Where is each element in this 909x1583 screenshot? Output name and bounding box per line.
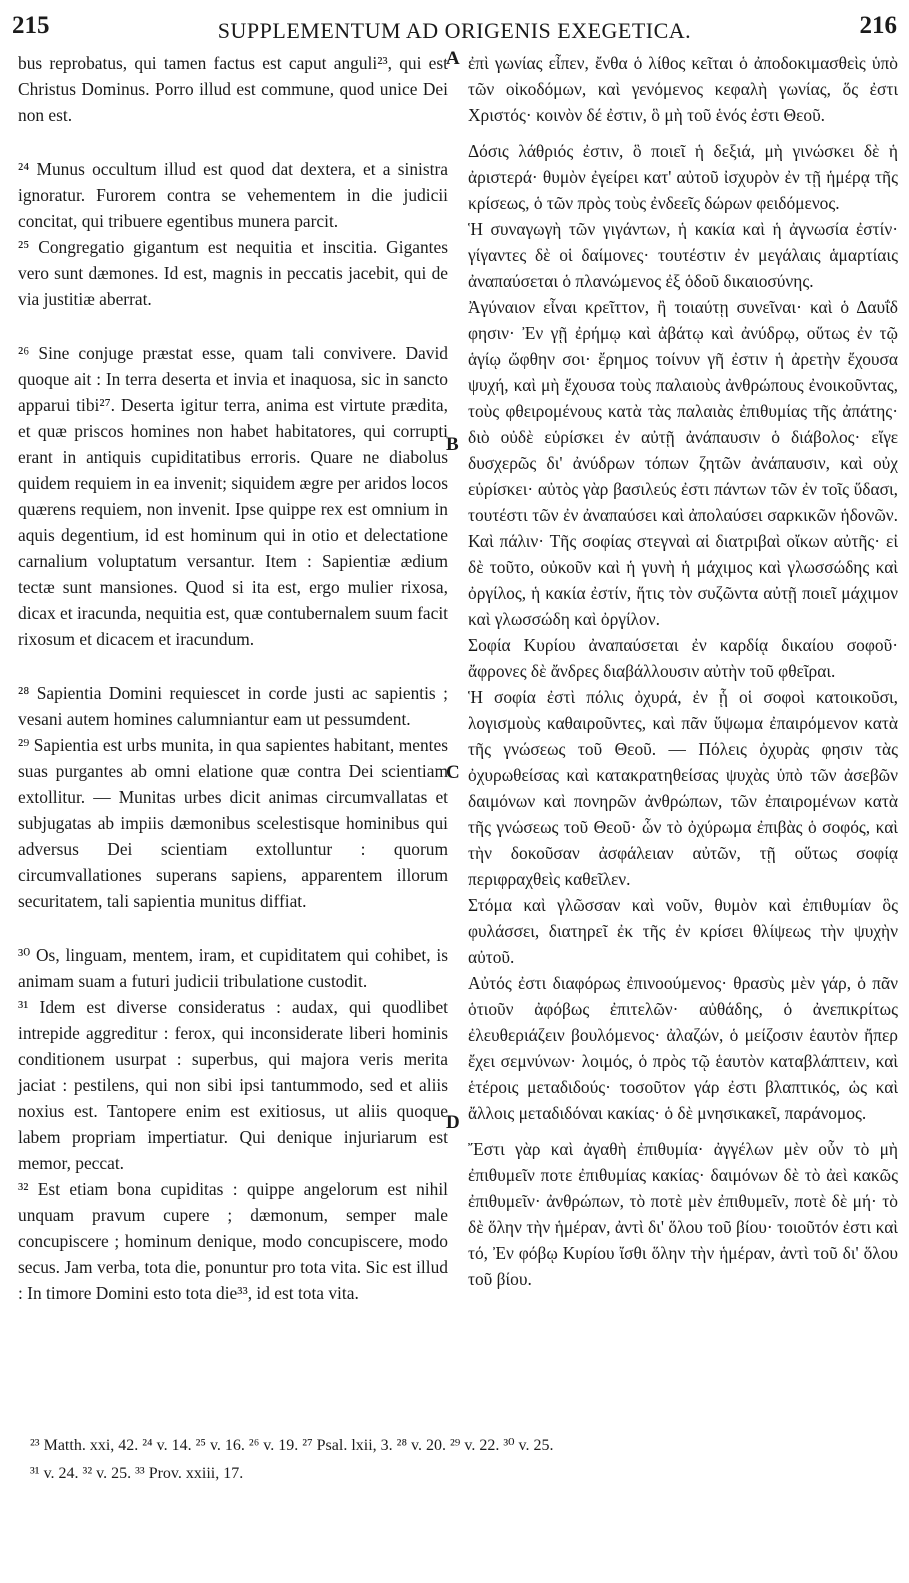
greek-paragraph: Ἔστι γὰρ καὶ ἀγαθὴ ἐπιθυμία· ἀγγέλων μὲν οὖν τὸ μὴ ἐπιθυμεῖν ποτε ἐπιθυμίας κακίας· δαιμόνων δὲ τὸ ἀεὶ κακῶς ἐπιθυμεῖν· ἀνθρώπων, τὸ ποτὲ μὲν ἐπιθυμεῖν, ποτὲ δὲ μή· τὸ δὲ ὅλην τὴν ἡμέραν, ἀντὶ δι' ὅλου τοῦ βίου· τοιοῦτόν ἐστι καὶ τό, Ἐν φόβῳ Κυρίου ἴσθι ὅλην τὴν ἡμέραν, ἀντὶ τοῦ δι' ὅλου τοῦ βίου. bbox=[468, 1139, 898, 1289]
latin-column bbox=[18, 50, 448, 1306]
margin-marker-a: A bbox=[446, 48, 460, 69]
margin-marker-b: B bbox=[446, 434, 459, 455]
margin-marker-c: C bbox=[446, 762, 460, 783]
latin-paragraph: ²⁸ Sapientia Domini requiescet in corde justi ac sapientis ; vesani autem homines calumniantur eam ut pessumdent. bbox=[18, 683, 448, 729]
latin-paragraph: bus reprobatus, qui tamen factus est caput anguli²³, qui est Christus Dominus. Porro illud est commune, quod unice Dei non est. bbox=[18, 53, 448, 125]
latin-paragraph: ²⁴ Munus occultum illud est quod dat dextera, et a sinistra ignoratur. Furorem contra se vehementem in die judicii concitat, qui tribuere egentibus munera parcit. bbox=[18, 159, 448, 231]
greek-paragraph: Ἡ συναγωγὴ τῶν γιγάντων, ἡ κακία καὶ ἡ ἀγνωσία ἐστίν· γίγαντες δὲ οἱ δαίμονες· τουτέστιν ἐν μεγάλαις ἁμαρτίαις ἀναπαύσεται ὁ πλανώμενος ἐξ ὁδοῦ δικαιοσύνης. bbox=[468, 219, 898, 291]
latin-paragraph: ²⁵ Congregatio gigantum est nequitia et inscitia. Gigantes vero sunt dæmones. Id est, magnis in peccatis jacebit, qui de via justitiæ aberrat. bbox=[18, 237, 448, 309]
greek-column bbox=[468, 50, 898, 1292]
greek-paragraph: Αὐτός ἐστι διαφόρως ἐπινοούμενος· θρασὺς μὲν γάρ, ὁ πᾶν ὁτιοῦν ἀφόβως ἐπιτελῶν· αὐθάδης, ὁ ἀνεπικρίτως ἐλευθεριάζειν βουλόμενος· ἀλαζών, ὁ μείζοσιν ἑαυτὸν ἤπερ ἔχει σεμνύνων· λοιμός, ὁ πρὸς τῷ ἑαυτὸν καταβλάπτειν, καὶ ἑτέροις μεταδιδούς· τοσοῦτον γάρ ἐστι βλαπτικός, ὡς καὶ ἄλλοις μεταδιδόναι κακίας· ὁ δὲ μνησικακεῖ, παράνομος. bbox=[468, 973, 898, 1123]
greek-paragraph: ἐπὶ γωνίας εἶπεν, ἔνθα ὁ λίθος κεῖται ὁ ἀποδοκιμασθεὶς ὑπὸ τῶν οἰκοδόμων, καὶ γενόμενος κεφαλὴ γωνίας, ὅς ἐστι Χριστός· κοινὸν δέ ἐστιν, ὃ μὴ τοῦ ἑνός ἐστι Θεοῦ. bbox=[468, 53, 898, 125]
page-number-left: 215 bbox=[12, 12, 50, 39]
margin-marker-d: D bbox=[446, 1112, 460, 1133]
footnotes bbox=[30, 1432, 890, 1488]
greek-paragraph: Ἀγύναιον εἶναι κρεῖττον, ἢ τοιαύτῃ συνεῖναι· καὶ ὁ Δαυΐδ φησιν· Ἐν γῇ ἐρήμῳ καὶ ἀβάτῳ καὶ ἀνύδρῳ, οὕτως ἐν τῷ ἁγίῳ ὤφθην σοι· ἔρημος τοίνυν γῆ ἐστιν ἡ ἀρετὴν ἔχουσα ψυχή, καὶ μὴ ἔχουσα τοὺς παλαιοὺς ἀνθρώπους ἐνοικοῦντας, τοὺς φθειρομένους κατὰ τὰς παλαιὰς ἐπιθυμίας τῆς ἀπάτης· διὸ οὐδὲ εὑρίσκει ἐν αὐτῇ ἀνάπαυσιν ὁ διάβολος· εἴγε δυσχερῶς δι' ἀνύδρων τόπων ζητῶν ἀνάπαυσιν, καὶ οὐχ εὑρίσκει· αὐτὸς γὰρ βασιλεύς ἐστι πάντων τῶν ἐν τοῖς ὕδασι, τουτέστι τῶν ἐν ἀναπαύσει καὶ ἀπολαύσει σαρκικῶν ἡδονῶν. Καὶ πάλιν· Τῆς σοφίας στεγναὶ αἱ διατριβαὶ οἴκων αὐτῆς· εἰ δὲ τοῦτο, οὐκοῦν καὶ ἡ γυνὴ ἡ μάχιμος καὶ γλωσσώδης καὶ ὀργίλος, ἡ κακία ἐστίν, ἥτις τὸν συζῶντα αὐτῇ ποιεῖ μάχιμον καὶ γλωσσώδη καὶ ὀργίλον. bbox=[468, 297, 898, 629]
latin-paragraph: ²⁶ Sine conjuge præstat esse, quam tali convivere. David quoque ait : In terra deserta et invia et inaquosa, sic in sancto apparui tibi²⁷. Deserta igitur terra, anima est virtute prædita, et quæ priscos homines non habet habitatores, qui corrupti erant in antiquis cupiditatibus erroris. Quare ne diabolus quidem requiem in ea invenit; siquidem ægre per aridos locos quærens requiem, non invenit. Ipse quippe rex est omnium in aquis degentium, id est hominum qui in otio et delectatione carnalium voluptatum versantur. Item : Sapientiæ ædium tectæ sunt mansiones. Quod si ita est, ergo mulier rixosa, dicax et iracunda, nequitia est, quæ contubernalem suum facit rixosum et dicacem et iracundum. bbox=[18, 343, 448, 649]
page-number-right: 216 bbox=[859, 12, 897, 39]
footnote-line: ³¹ v. 24. ³² v. 25. ³³ Prov. xxiii, 17. bbox=[30, 1465, 244, 1482]
latin-paragraph: ²⁹ Sapientia est urbs munita, in qua sapientes habitant, mentes suas purgantes ab omni elatione quæ contra Dei scientiam extollitur. — Munitas urbes dicit animas circumvallatas et subjugatas ab impiis dæmonibus scelestisque hominibus qui adversus Dei scientiam extolluntur : quorum circumvallationes superans sapiens, apparentem illorum securitatem, tali sapientia munitus diffiat. bbox=[18, 735, 448, 911]
latin-paragraph: ³¹ Idem est diverse consideratus : audax, qui quodlibet intrepide aggreditur : ferox, qui inconsiderate liberi hominis conditionem usurpat : superbus, qui majora veris merita jaciat : pestilens, qui non sibi ipsi tantummodo, sed et aliis noxius est. Tantopere enim est exitiosus, ut aliis quoque labem propriam impertiatur. Qui denique injuriarum est memor, peccat. bbox=[18, 997, 448, 1173]
page-header bbox=[12, 6, 897, 46]
running-title: SUPPLEMENTUM AD ORIGENIS EXEGETICA. bbox=[217, 18, 692, 43]
latin-paragraph: ³² Est etiam bona cupiditas : quippe angelorum est nihil unquam pravum cupere ; dæmonum, semper male concupiscere ; hominum denique, modo concupiscere, modo secus. Jam verba, tota die, ponuntur pro tota vita. Sic est illud : In timore Domini esto tota die³³, id est tota vita. bbox=[18, 1179, 448, 1303]
greek-paragraph: Δόσις λάθριός ἐστιν, ὃ ποιεῖ ἡ δεξιά, μὴ γινώσκει δὲ ἡ ἀριστερά· θυμὸν ἐγείρει κατ' αὐτοῦ ἰσχυρὸν ἐν τῇ ἡμέρᾳ τῆς κρίσεως, ὁ τῶν πρὸς τοὺς ἐνδεεῖς δώρων φειδόμενος. bbox=[468, 141, 898, 213]
greek-paragraph: Ἡ σοφία ἐστὶ πόλις ὀχυρά, ἐν ᾗ οἱ σοφοὶ κατοικοῦσι, λογισμοὺς καθαιροῦντες, καὶ πᾶν ὕψωμα ἐπαιρόμενον κατὰ τῆς γνώσεως τοῦ Θεοῦ. — Πόλεις ὀχυρὰς φησιν τὰς ὀχυρωθείσας καὶ κατακρατηθείσας ψυχὰς ὑπὸ τῶν ἀσεβῶν δαιμόνων καὶ πονηρῶν ἀνθρώπων, τῶν ἐπαιρομένων κατὰ τῆς γνώσεως τοῦ Θεοῦ· ὧν τὸ ὀχύρωμα ἐπιβὰς ὁ σοφός, καὶ τὴν δοκοῦσαν ἀσφάλειαν αὐτῶν, τῇ οὕτως σοφίᾳ περιφραχθεὶς καθεῖλεν. bbox=[468, 687, 898, 889]
footnote-line: ²³ Matth. xxi, 42. ²⁴ v. 14. ²⁵ v. 16. ²⁶ v. 19. ²⁷ Psal. lxii, 3. ²⁸ v. 20. ²⁹ v. 22. ³⁰ v. 25. bbox=[30, 1437, 554, 1454]
latin-paragraph: ³⁰ Os, linguam, mentem, iram, et cupiditatem qui cohibet, is animam suam a futuri judicii tribulatione custodit. bbox=[18, 945, 448, 991]
greek-paragraph: Σοφία Κυρίου ἀναπαύσεται ἐν καρδίᾳ δικαίου σοφοῦ· ἄφρονες δὲ ἄνδρες διαβάλλουσιν αὐτὴν τοῦ φθεῖραι. bbox=[468, 635, 898, 681]
greek-paragraph: Στόμα καὶ γλῶσσαν καὶ νοῦν, θυμὸν καὶ ἐπιθυμίαν ὃς φυλάσσει, διατηρεῖ ἐκ τῆς ἐν κρίσει θλίψεως τὴν ψυχὴν αὐτοῦ. bbox=[468, 895, 898, 967]
